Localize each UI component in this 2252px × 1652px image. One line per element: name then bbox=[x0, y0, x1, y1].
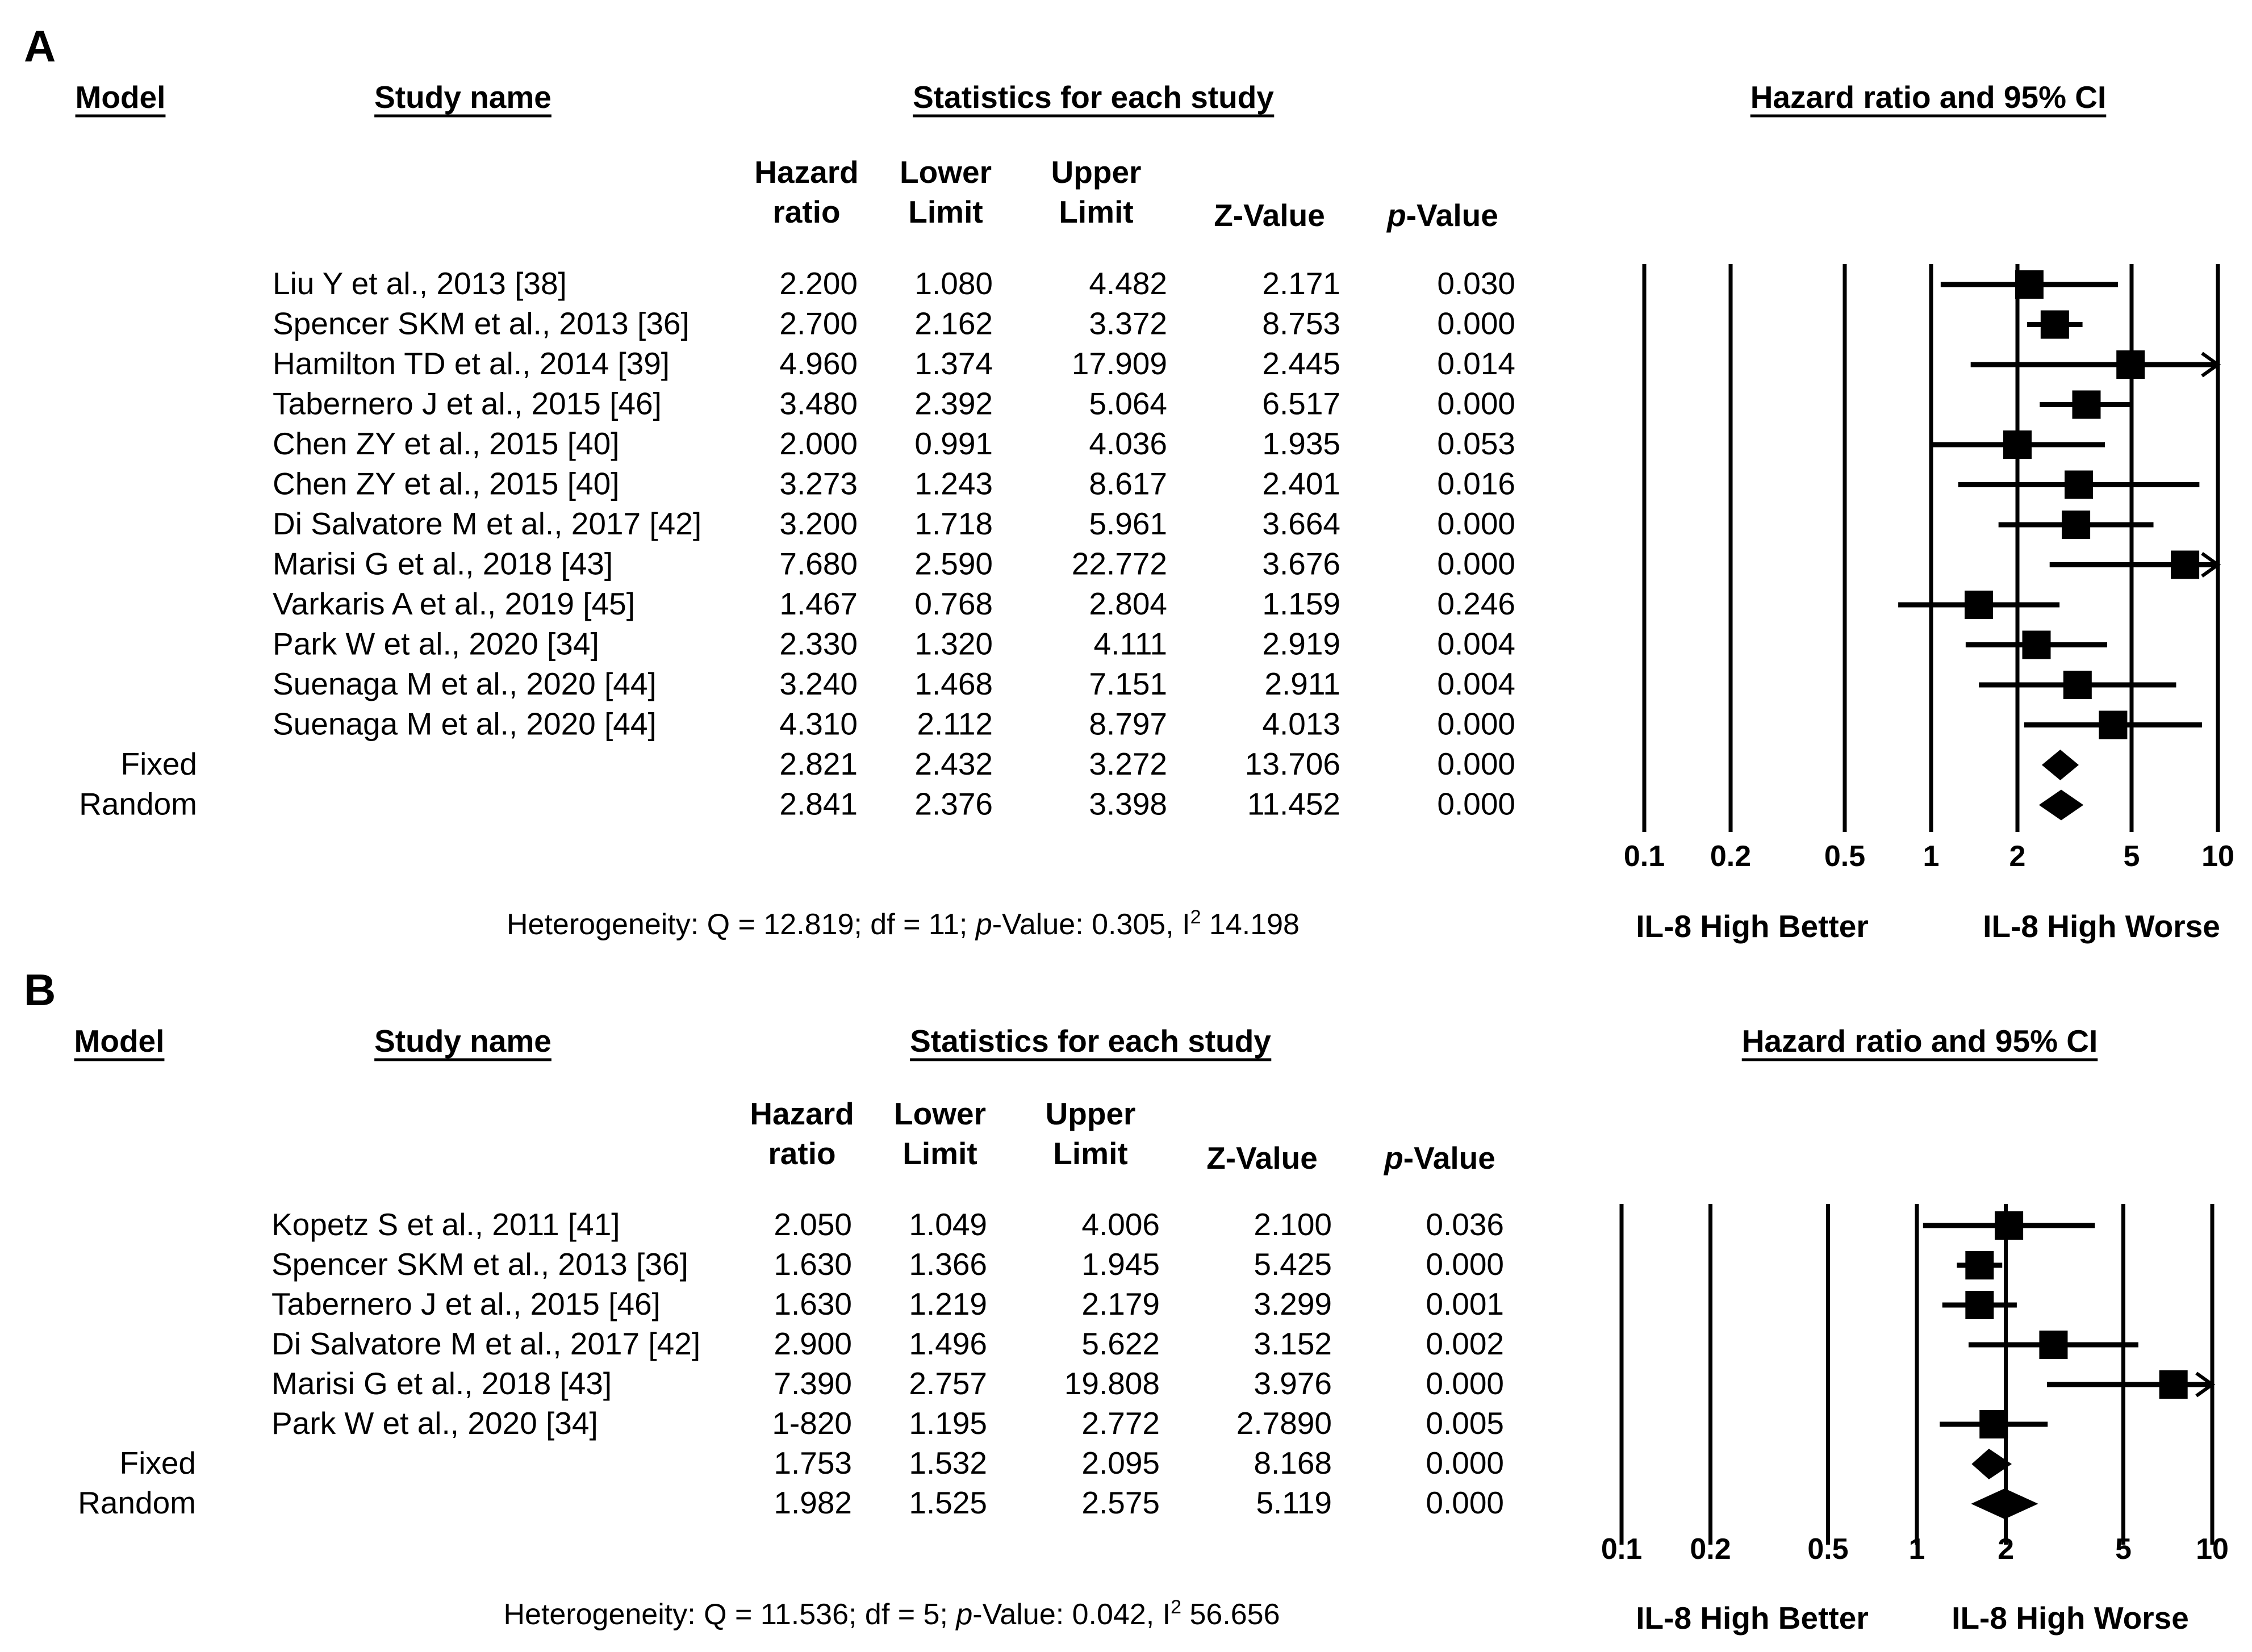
study-name: Di Salvatore M et al., 2017 [42] bbox=[271, 1326, 701, 1361]
col-hazard-header: ratio bbox=[768, 1136, 836, 1171]
table-row bbox=[271, 1247, 1504, 1282]
p-value: 0.005 bbox=[1426, 1406, 1504, 1441]
hazard-ratio-square bbox=[2041, 311, 2069, 339]
study-marker bbox=[1898, 591, 2059, 619]
hazard-ratio-value: 7.680 bbox=[779, 546, 858, 582]
hazard-ratio-square bbox=[1995, 1211, 2023, 1240]
p-value: 0.000 bbox=[1437, 546, 1515, 582]
study-name-header: Study name bbox=[374, 80, 551, 115]
pooled-diamond-random bbox=[2039, 790, 2083, 821]
col-z-header: Z-Value bbox=[1214, 198, 1325, 233]
table-row bbox=[271, 1326, 1504, 1361]
z-value: 5.119 bbox=[1256, 1485, 1332, 1520]
panel-letter: B bbox=[24, 965, 56, 1015]
hazard-ratio-square bbox=[2023, 631, 2051, 659]
study-marker bbox=[1941, 270, 2118, 299]
hazard-ratio-value: 2.900 bbox=[774, 1326, 852, 1361]
hazard-ratio-square bbox=[2062, 511, 2090, 539]
upper-limit-value: 8.617 bbox=[1089, 466, 1167, 501]
lower-limit-value: 2.162 bbox=[914, 306, 993, 341]
upper-limit-value: 2.804 bbox=[1089, 586, 1167, 621]
lower-limit-value: 2.757 bbox=[909, 1366, 987, 1401]
study-name: Chen ZY et al., 2015 [40] bbox=[273, 426, 620, 461]
lower-limit-value: 1.366 bbox=[909, 1247, 987, 1282]
z-value: 2.401 bbox=[1262, 466, 1340, 501]
table-row bbox=[273, 426, 1515, 461]
z-value: 2.919 bbox=[1262, 626, 1340, 662]
hazard-ratio-square bbox=[1979, 1410, 2008, 1438]
hazard-ratio-value: 4.960 bbox=[779, 346, 858, 381]
upper-limit-value: 2.575 bbox=[1081, 1485, 1160, 1520]
plot-header: Hazard ratio and 95% CI bbox=[1750, 80, 2107, 115]
table-row bbox=[271, 1406, 1504, 1441]
table-row bbox=[273, 386, 1515, 421]
z-value: 8.753 bbox=[1262, 306, 1340, 341]
table-row bbox=[273, 306, 1515, 341]
p-value: 0.000 bbox=[1437, 506, 1515, 541]
study-name: Marisi G et al., 2018 [43] bbox=[271, 1366, 612, 1401]
p-value: 0.002 bbox=[1426, 1326, 1504, 1361]
upper-limit-value: 4.111 bbox=[1093, 626, 1167, 662]
study-marker bbox=[1979, 671, 2176, 699]
plot-header: Hazard ratio and 95% CI bbox=[1741, 1023, 2098, 1059]
lower-limit-value: 2.590 bbox=[914, 546, 993, 582]
study-marker bbox=[2040, 391, 2133, 419]
study-name: Liu Y et al., 2013 [38] bbox=[273, 266, 567, 301]
table-row bbox=[120, 1445, 1505, 1480]
lower-limit-value: 1.049 bbox=[909, 1207, 987, 1242]
study-marker bbox=[2027, 311, 2082, 339]
hazard-ratio-square bbox=[1965, 1291, 1994, 1319]
col-z-header: Z-Value bbox=[1206, 1140, 1318, 1176]
hazard-ratio-value: 1-820 bbox=[772, 1406, 852, 1441]
hazard-ratio-square bbox=[2171, 551, 2199, 579]
study-marker bbox=[1930, 430, 2105, 459]
study-marker bbox=[1958, 471, 2200, 499]
study-name: Marisi G et al., 2018 [43] bbox=[273, 546, 613, 582]
table-row bbox=[273, 546, 1515, 582]
z-value: 2.100 bbox=[1254, 1207, 1332, 1242]
upper-limit-value: 4.006 bbox=[1081, 1207, 1160, 1242]
lower-limit-value: 1.219 bbox=[909, 1286, 987, 1321]
z-value: 1.935 bbox=[1262, 426, 1340, 461]
direction-label-right: IL-8 High Worse bbox=[1983, 909, 2220, 944]
lower-limit-value: 1.320 bbox=[914, 626, 993, 662]
study-marker bbox=[1966, 631, 2107, 659]
table-row bbox=[271, 1207, 1504, 1242]
z-value: 2.445 bbox=[1262, 346, 1340, 381]
panel-letter: A bbox=[24, 21, 56, 71]
study-name: Di Salvatore M et al., 2017 [42] bbox=[273, 506, 702, 541]
study-name: Chen ZY et al., 2015 [40] bbox=[273, 466, 620, 501]
axis-tick-label: 0.2 bbox=[1710, 840, 1752, 873]
p-value: 0.053 bbox=[1437, 426, 1515, 461]
z-value: 1.159 bbox=[1262, 586, 1340, 621]
direction-label-left: IL-8 High Better bbox=[1636, 909, 1869, 944]
hazard-ratio-value: 1.630 bbox=[774, 1286, 852, 1321]
col-upper-header: Limit bbox=[1053, 1136, 1128, 1171]
study-marker bbox=[1969, 1331, 2138, 1359]
col-hazard-header: ratio bbox=[772, 194, 841, 229]
z-value: 5.425 bbox=[1254, 1247, 1332, 1282]
hazard-ratio-square bbox=[2116, 350, 2145, 379]
study-name: Tabernero J et al., 2015 [46] bbox=[271, 1286, 661, 1321]
study-marker bbox=[2050, 551, 2218, 579]
axis-tick-label: 0.1 bbox=[1601, 1533, 1643, 1566]
p-value: 0.001 bbox=[1426, 1286, 1504, 1321]
forest-plot bbox=[1624, 264, 2234, 944]
upper-limit-value: 2.095 bbox=[1081, 1445, 1160, 1480]
p-value: 0.000 bbox=[1426, 1366, 1504, 1401]
axis-tick-label: 0.5 bbox=[1824, 840, 1866, 873]
p-value: 0.004 bbox=[1437, 626, 1515, 662]
lower-limit-value: 2.112 bbox=[917, 706, 993, 742]
col-hazard-header: Hazard bbox=[750, 1096, 854, 1131]
p-value: 0.000 bbox=[1437, 386, 1515, 421]
z-value: 3.676 bbox=[1262, 546, 1340, 582]
z-value: 11.452 bbox=[1247, 786, 1340, 822]
z-value: 3.976 bbox=[1254, 1366, 1332, 1401]
lower-limit-value: 1.195 bbox=[909, 1406, 987, 1441]
col-p-header: p-Value bbox=[1384, 1140, 1495, 1176]
upper-limit-value: 2.772 bbox=[1081, 1406, 1160, 1441]
study-name: Spencer SKM et al., 2013 [36] bbox=[271, 1247, 688, 1282]
study-marker bbox=[2024, 711, 2202, 739]
hazard-ratio-square bbox=[2003, 430, 2032, 459]
study-name: Park W et al., 2020 [34] bbox=[273, 626, 599, 662]
hazard-ratio-value: 1.982 bbox=[774, 1485, 852, 1520]
lower-limit-value: 1.718 bbox=[914, 506, 993, 541]
lower-limit-value: 2.432 bbox=[914, 746, 993, 781]
lower-limit-value: 1.532 bbox=[909, 1445, 987, 1480]
pooled-diamond-fixed bbox=[2042, 750, 2079, 780]
hazard-ratio-value: 3.200 bbox=[779, 506, 858, 541]
hazard-ratio-square bbox=[2015, 270, 2044, 299]
upper-limit-value: 3.372 bbox=[1089, 306, 1167, 341]
hazard-ratio-value: 3.480 bbox=[779, 386, 858, 421]
heterogeneity-note: Heterogeneity: Q = 12.819; df = 11; p-Value: 0.305, $I^2$ 14.198 bbox=[507, 906, 1300, 941]
upper-limit-value: 7.151 bbox=[1089, 666, 1167, 701]
p-value: 0.000 bbox=[1437, 746, 1515, 781]
study-name: Park W et al., 2020 [34] bbox=[271, 1406, 598, 1441]
lower-limit-value: 2.392 bbox=[914, 386, 993, 421]
p-value: 0.000 bbox=[1437, 706, 1515, 742]
hazard-ratio-square bbox=[1965, 1251, 1994, 1279]
study-name: Tabernero J et al., 2015 [46] bbox=[273, 386, 662, 421]
study-marker bbox=[1957, 1251, 2002, 1279]
p-value: 0.014 bbox=[1437, 346, 1515, 381]
model-label: Fixed bbox=[119, 1445, 196, 1480]
col-hazard-header: Hazard bbox=[754, 154, 859, 190]
study-name: Suenaga M et al., 2020 [44] bbox=[273, 666, 657, 701]
table-row bbox=[273, 506, 1515, 541]
p-value: 0.016 bbox=[1437, 466, 1515, 501]
col-upper-header: Upper bbox=[1045, 1096, 1136, 1131]
hazard-ratio-value: 2.700 bbox=[779, 306, 858, 341]
lower-limit-value: 1.468 bbox=[914, 666, 993, 701]
hazard-ratio-value: 3.240 bbox=[779, 666, 858, 701]
hazard-ratio-value: 7.390 bbox=[774, 1366, 852, 1401]
lower-limit-value: 1.496 bbox=[909, 1326, 987, 1361]
table-row bbox=[271, 1286, 1504, 1321]
axis-tick-label: 10 bbox=[2196, 1533, 2229, 1566]
hazard-ratio-square bbox=[2159, 1370, 2188, 1399]
model-header: Model bbox=[74, 1023, 165, 1059]
pooled-diamond-random bbox=[1971, 1488, 2038, 1519]
study-marker bbox=[1940, 1410, 2048, 1438]
z-value: 4.013 bbox=[1262, 706, 1340, 742]
table-row bbox=[273, 706, 1515, 742]
lower-limit-value: 0.768 bbox=[914, 586, 993, 621]
panel-a bbox=[24, 21, 2234, 944]
upper-limit-value: 2.179 bbox=[1081, 1286, 1160, 1321]
hazard-ratio-value: 2.330 bbox=[779, 626, 858, 662]
lower-limit-value: 2.376 bbox=[914, 786, 993, 822]
hazard-ratio-square bbox=[1965, 591, 1993, 619]
axis-tick-label: 5 bbox=[2123, 840, 2140, 873]
study-name: Suenaga M et al., 2020 [44] bbox=[273, 706, 657, 742]
z-value: 2.911 bbox=[1264, 666, 1340, 701]
hazard-ratio-value: 4.310 bbox=[779, 706, 858, 742]
hazard-ratio-value: 1.467 bbox=[779, 586, 858, 621]
hazard-ratio-value: 1.753 bbox=[774, 1445, 852, 1480]
axis-tick-label: 2 bbox=[2009, 840, 2026, 873]
upper-limit-value: 5.064 bbox=[1089, 386, 1167, 421]
z-value: 6.517 bbox=[1262, 386, 1340, 421]
lower-limit-value: 1.374 bbox=[914, 346, 993, 381]
axis-tick-label: 0.2 bbox=[1690, 1533, 1731, 1566]
model-label: Random bbox=[78, 1485, 196, 1520]
panel-b bbox=[24, 965, 2229, 1636]
hazard-ratio-value: 2.200 bbox=[779, 266, 858, 301]
lower-limit-value: 1.243 bbox=[914, 466, 993, 501]
study-name-header: Study name bbox=[374, 1023, 551, 1059]
axis-tick-label: 10 bbox=[2201, 840, 2234, 873]
hazard-ratio-square bbox=[2065, 471, 2093, 499]
table-row bbox=[273, 466, 1515, 501]
p-value: 0.000 bbox=[1437, 786, 1515, 822]
p-value: 0.000 bbox=[1437, 306, 1515, 341]
col-lower-header: Limit bbox=[903, 1136, 977, 1171]
table-row bbox=[273, 626, 1515, 662]
p-value: 0.036 bbox=[1426, 1207, 1504, 1242]
col-upper-header: Limit bbox=[1059, 194, 1134, 229]
lower-limit-value: 1.080 bbox=[914, 266, 993, 301]
col-upper-header: Upper bbox=[1051, 154, 1142, 190]
z-value: 2.7890 bbox=[1236, 1406, 1332, 1441]
axis-tick-label: 0.5 bbox=[1807, 1533, 1849, 1566]
z-value: 3.664 bbox=[1262, 506, 1340, 541]
table-row bbox=[79, 787, 1515, 822]
statistics-header: Statistics for each study bbox=[913, 80, 1274, 115]
p-value: 0.000 bbox=[1426, 1485, 1504, 1520]
upper-limit-value: 3.398 bbox=[1089, 786, 1167, 822]
upper-limit-value: 4.482 bbox=[1089, 266, 1167, 301]
lower-limit-value: 0.991 bbox=[914, 426, 993, 461]
hazard-ratio-value: 2.000 bbox=[779, 426, 858, 461]
lower-limit-value: 1.525 bbox=[909, 1485, 987, 1520]
axis-tick-label: 5 bbox=[2115, 1533, 2132, 1566]
study-marker bbox=[1971, 350, 2218, 379]
upper-limit-value: 17.909 bbox=[1071, 346, 1167, 381]
upper-limit-value: 22.772 bbox=[1071, 546, 1167, 582]
forest-plot bbox=[1601, 1204, 2229, 1636]
p-value: 0.004 bbox=[1437, 666, 1515, 701]
direction-label-left: IL-8 High Better bbox=[1636, 1600, 1869, 1636]
col-lower-header: Lower bbox=[894, 1096, 986, 1131]
upper-limit-value: 3.272 bbox=[1089, 746, 1167, 781]
study-name: Hamilton TD et al., 2014 [39] bbox=[273, 346, 670, 381]
statistics-header: Statistics for each study bbox=[910, 1023, 1271, 1059]
study-name: Spencer SKM et al., 2013 [36] bbox=[273, 306, 690, 341]
axis-tick-label: 1 bbox=[1923, 840, 1940, 873]
upper-limit-value: 8.797 bbox=[1089, 706, 1167, 742]
z-value: 13.706 bbox=[1244, 746, 1340, 781]
table-row bbox=[78, 1485, 1504, 1520]
study-marker bbox=[1923, 1211, 2095, 1240]
table-row bbox=[273, 266, 1515, 301]
col-lower-header: Limit bbox=[908, 194, 983, 229]
col-p-header: p-Value bbox=[1387, 198, 1498, 233]
study-marker bbox=[2047, 1370, 2212, 1399]
axis-tick-label: 2 bbox=[1998, 1533, 2014, 1566]
direction-label-right: IL-8 High Worse bbox=[1952, 1600, 2189, 1636]
table-row bbox=[271, 1366, 1504, 1401]
table-row bbox=[121, 746, 1516, 781]
hazard-ratio-square bbox=[2099, 711, 2127, 739]
axis-tick-label: 1 bbox=[1908, 1533, 1925, 1566]
model-header: Model bbox=[75, 80, 166, 115]
study-name: Varkaris A et al., 2019 [45] bbox=[273, 586, 635, 621]
hazard-ratio-square bbox=[2072, 391, 2100, 419]
upper-limit-value: 19.808 bbox=[1064, 1366, 1160, 1401]
hazard-ratio-value: 2.050 bbox=[774, 1207, 852, 1242]
hazard-ratio-value: 3.273 bbox=[779, 466, 858, 501]
upper-limit-value: 5.622 bbox=[1081, 1326, 1160, 1361]
col-lower-header: Lower bbox=[900, 154, 992, 190]
p-value: 0.000 bbox=[1426, 1445, 1504, 1480]
study-name: Kopetz S et al., 2011 [41] bbox=[271, 1207, 620, 1242]
upper-limit-value: 5.961 bbox=[1089, 506, 1167, 541]
hazard-ratio-value: 2.821 bbox=[779, 746, 858, 781]
hazard-ratio-square bbox=[2039, 1331, 2067, 1359]
p-value: 0.000 bbox=[1426, 1247, 1504, 1282]
p-value: 0.030 bbox=[1437, 266, 1515, 301]
z-value: 8.168 bbox=[1254, 1445, 1332, 1480]
z-value: 3.152 bbox=[1254, 1326, 1332, 1361]
hazard-ratio-value: 2.841 bbox=[779, 786, 858, 822]
table-row bbox=[273, 666, 1515, 701]
z-value: 3.299 bbox=[1254, 1286, 1332, 1321]
upper-limit-value: 1.945 bbox=[1081, 1247, 1160, 1282]
hazard-ratio-value: 1.630 bbox=[774, 1247, 852, 1282]
table-row bbox=[273, 586, 1515, 621]
model-label: Fixed bbox=[120, 746, 197, 781]
heterogeneity-note: Heterogeneity: Q = 11.536; df = 5; p-Value: 0.042, $I^2$ 56.656 bbox=[503, 1596, 1280, 1631]
hazard-ratio-square bbox=[2063, 671, 2092, 699]
upper-limit-value: 4.036 bbox=[1089, 426, 1167, 461]
model-label: Random bbox=[79, 786, 197, 822]
table-row bbox=[273, 346, 1515, 381]
axis-tick-label: 0.1 bbox=[1623, 840, 1665, 873]
z-value: 2.171 bbox=[1262, 266, 1340, 301]
p-value: 0.246 bbox=[1437, 586, 1515, 621]
